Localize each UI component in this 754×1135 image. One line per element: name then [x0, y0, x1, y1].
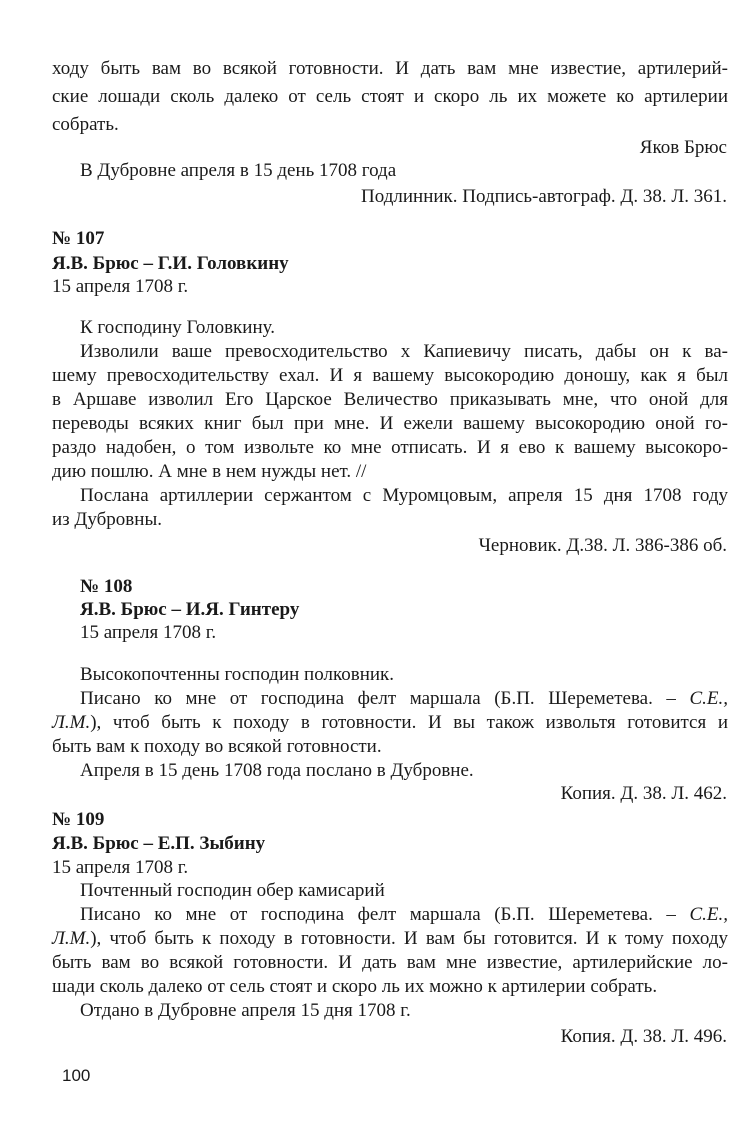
body-line: Л.М.), чтоб быть к походу в готовности. И вы також извольтя готовится и [52, 712, 728, 733]
body-line: собрать. [52, 114, 119, 135]
document-number: № 109 [52, 809, 105, 830]
body-line: Писано ко мне от господина фелт маршала (Б.П. Шереметева. – С.Е., [80, 688, 728, 709]
body-line: быть вам во всякой готовности. И дать вам мне известие, артилерийские ло- [52, 952, 728, 973]
document-number: № 107 [52, 228, 105, 249]
body-line: шади сколь далеко от сель стоят и скоро ль их можно к артилерии собрать. [52, 976, 658, 997]
body-line: Послана артиллерии сержантом с Муромцовым, апреля 15 дня 1708 году [80, 485, 728, 506]
body-line: Л.М.), чтоб быть к походу в готовности. И вам бы готовится. И к тому походу [52, 928, 728, 949]
document-title: Я.В. Брюс – И.Я. Гинтеру [80, 599, 300, 620]
body-line: в Аршаве изволил Его Царское Величество приказывать мне, что оной для [52, 389, 728, 410]
document-number: № 108 [80, 576, 133, 597]
body-line: переводы всяких книг был при мне. И ежели вашему высокородию оной го- [52, 413, 728, 434]
document-title: Я.В. Брюс – Е.П. Зыбину [52, 833, 266, 854]
salutation: К господину Головкину. [80, 317, 275, 338]
source-note: Черновик. Д.38. Л. 386-386 об. [478, 535, 727, 556]
source-note: Копия. Д. 38. Л. 496. [560, 1026, 727, 1047]
salutation: Почтенный господин обер камисарий [80, 880, 385, 901]
salutation: Высокопочтенны господин полковник. [80, 664, 395, 685]
body-line: шему превосходительству ехал. И я вашему высокородию доношу, как я был [52, 365, 728, 386]
body-line: ходу быть вам во всякой готовности. И дать вам мне известие, артилерий- [52, 58, 728, 79]
source-note: Копия. Д. 38. Л. 462. [560, 783, 727, 804]
document-date: 15 апреля 1708 г. [80, 622, 217, 643]
body-line: Изволили ваше превосходительство х Капиевичу писать, дабы он к ва- [80, 341, 728, 362]
body-line: Писано ко мне от господина фелт маршала (Б.П. Шереметева. – С.Е., [80, 904, 728, 925]
source-note: Подлинник. Подпись-автограф. Д. 38. Л. 361. [361, 186, 727, 207]
body-line: Отдано в Дубровне апреля 15 дня 1708 г. [80, 1000, 411, 1021]
document-title: Я.В. Брюс – Г.И. Головкину [52, 253, 289, 274]
body-line: раздо надобен, о том извольте ко мне отписать. И я ево к вашему высокоро- [52, 437, 728, 458]
signature: Яков Брюс [639, 137, 727, 158]
body-line: дию пошлю. А мне в нем нужды нет. // [52, 461, 367, 482]
letter-date-place: В Дубровне апреля в 15 день 1708 года [80, 160, 397, 181]
body-line: из Дубровны. [52, 509, 162, 530]
body-line: быть вам к походу во всякой готовности. [52, 736, 382, 757]
document-date: 15 апреля 1708 г. [52, 276, 189, 297]
document-date: 15 апреля 1708 г. [52, 857, 189, 878]
body-line: Апреля в 15 день 1708 года послано в Дубровне. [80, 760, 474, 781]
body-line: ские лошади сколь далеко от сель стоят и скоро ль их можете ко артилерии [52, 86, 728, 107]
page-number: 100 [62, 1066, 91, 1085]
